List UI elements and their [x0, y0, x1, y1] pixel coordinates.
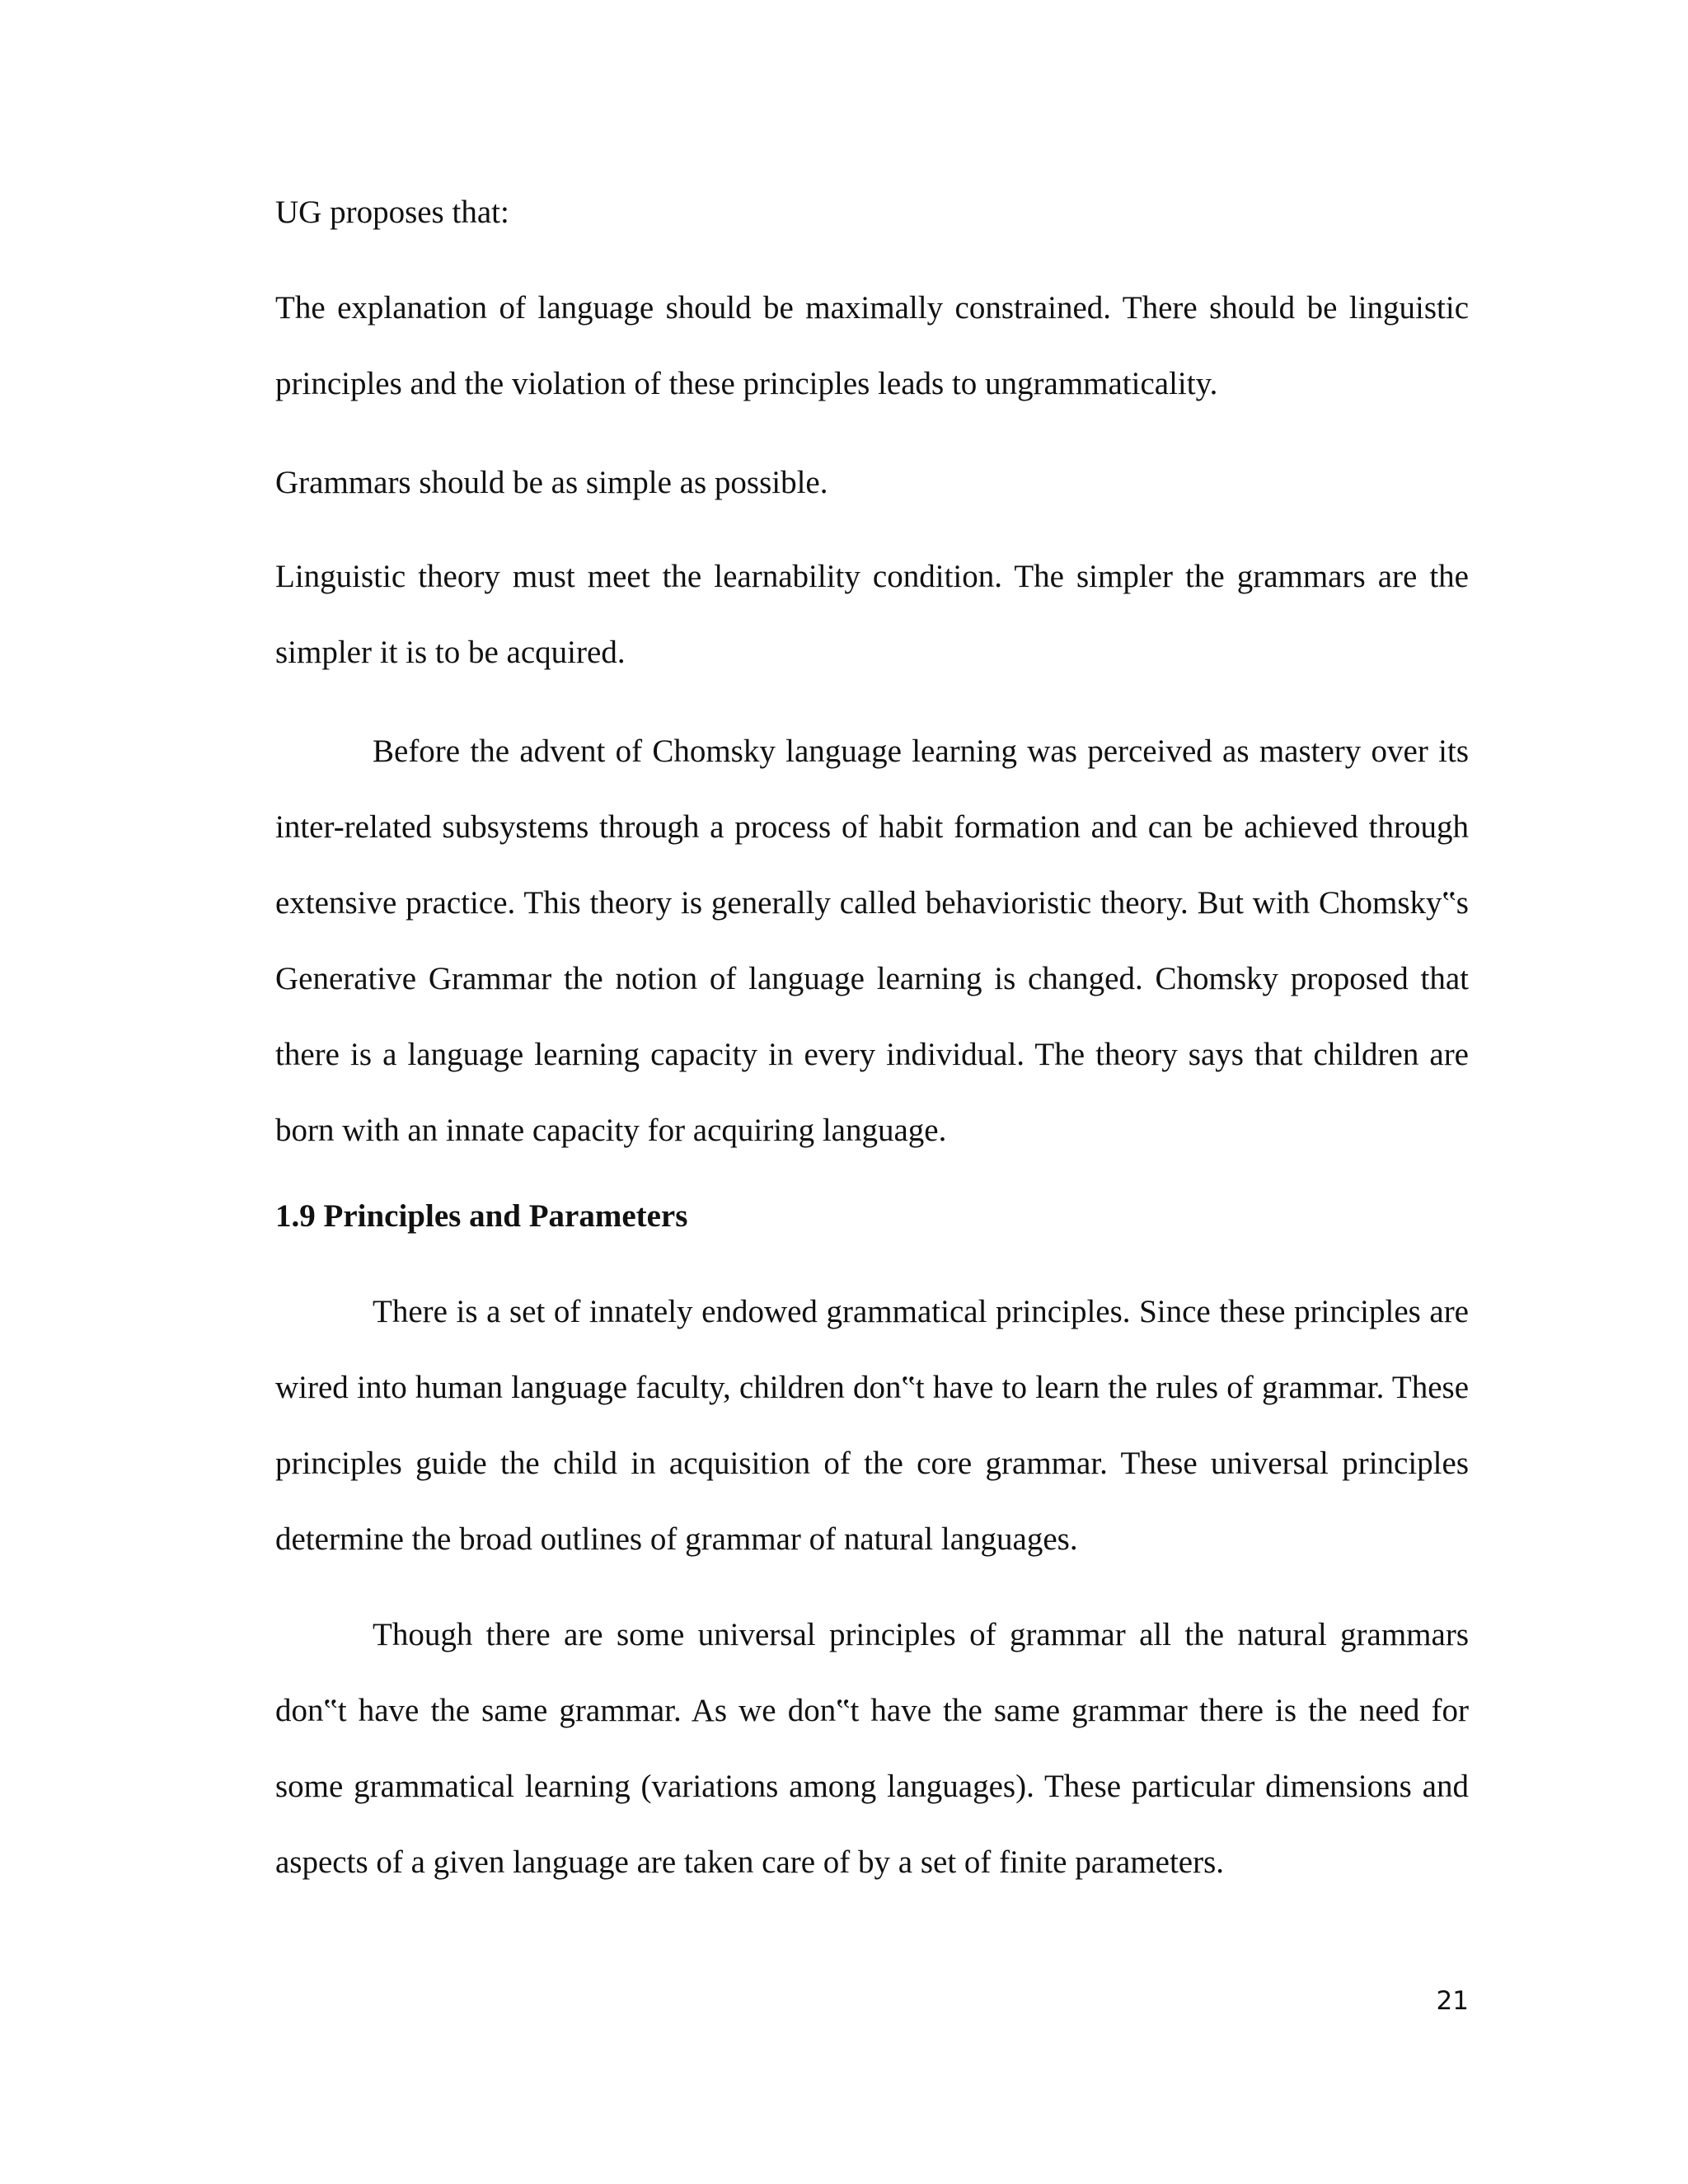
- point-simple-grammars: Grammars should be as simple as possible.: [275, 465, 828, 500]
- paragraph-principles: There is a set of innately endowed grammatical principles. Since these principles are wired into human language faculty, children don‟t have to learn the rules of grammar. These principles guide the child in acquisition of the core grammar. These universal principles determine the broad outlines of grammar of natural languages.: [275, 1294, 1469, 1557]
- page-number: 21: [1436, 1986, 1469, 2016]
- section-heading: 1.9 Principles and Parameters: [275, 1198, 688, 1234]
- point-learnability: Linguistic theory must meet the learnability condition. The simpler the grammars are the simpler it is to be acquired.: [275, 559, 1469, 670]
- paragraph-parameters: Though there are some universal principles of grammar all the natural grammars don‟t have the same grammar. As we don‟t have the same grammar there is the need for some grammatical learning (variations among languages). These particular dimensions and aspects of a given language are taken care of by a set of finite parameters.: [275, 1617, 1469, 1880]
- paragraph-chomsky: Before the advent of Chomsky language learning was perceived as mastery over its inter-related subsystems through a process of habit formation and can be achieved through extensive practice. This theory is generally called behavioristic theory. But with Chomsky‟s Generative Grammar the notion of language learning is changed. Chomsky proposed that there is a language learning capacity in every individual. The theory says that children are born with an innate capacity for acquiring language.: [275, 733, 1469, 1148]
- point-constrained: The explanation of language should be maximally constrained. There should be linguistic principles and the violation of these principles leads to ungrammaticality.: [275, 290, 1469, 401]
- intro-line: UG proposes that:: [275, 194, 509, 230]
